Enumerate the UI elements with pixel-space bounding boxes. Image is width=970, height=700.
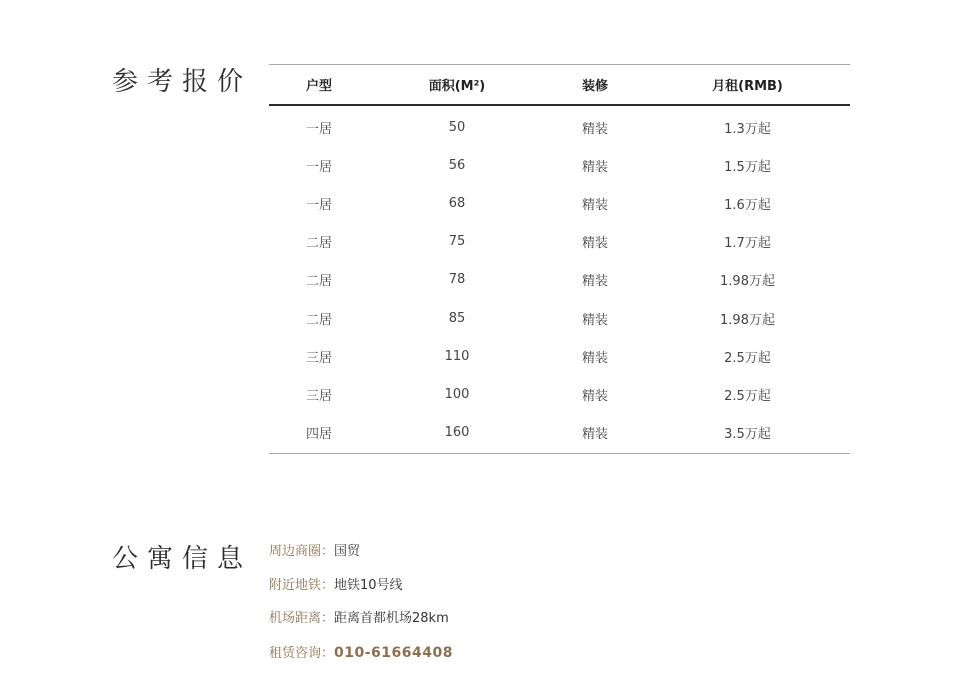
cell-area: 50 <box>448 119 466 135</box>
cell-unit-type: 二居 <box>305 236 332 252</box>
cell-decoration: 精装 <box>581 274 608 290</box>
info-item-business-district <box>269 543 453 577</box>
table-row <box>269 184 850 222</box>
cell-decoration: 精装 <box>581 427 608 443</box>
cell-unit-type: 二居 <box>305 274 332 290</box>
table-row <box>269 299 850 337</box>
cell-area: 68 <box>448 195 466 211</box>
cell-area: 85 <box>448 310 466 326</box>
info-item-airport-distance <box>269 610 453 644</box>
cell-unit-type: 四居 <box>305 427 332 443</box>
cell-decoration: 精装 <box>581 236 608 252</box>
cell-area: 78 <box>448 272 466 288</box>
table-row <box>269 108 850 146</box>
info-value: 国贸 <box>334 544 361 559</box>
cell-unit-type: 二居 <box>305 312 332 328</box>
cell-rent: 1.7万起 <box>724 236 771 252</box>
info-value: 距离首都机场28km <box>334 611 449 626</box>
cell-decoration: 精装 <box>581 350 608 366</box>
cell-decoration: 精装 <box>581 312 608 328</box>
info-item-subway <box>269 577 453 611</box>
info-label: 附近地铁： <box>269 577 335 593</box>
info-item-rental-inquiry <box>269 644 453 678</box>
cell-area: 160 <box>444 425 470 441</box>
cell-area: 100 <box>444 386 470 402</box>
info-value: 地铁10号线 <box>334 577 403 593</box>
cell-area: 56 <box>448 157 466 173</box>
table-row <box>269 375 850 413</box>
cell-rent: 2.5万起 <box>724 388 771 404</box>
phone-number-link[interactable]: 010-61664408 <box>334 644 453 661</box>
pricing-section-title: 参考报价 <box>112 67 253 97</box>
cell-unit-type: 一居 <box>305 197 332 213</box>
table-row <box>269 261 850 299</box>
cell-rent: 3.5万起 <box>724 427 771 443</box>
table-body <box>269 106 850 453</box>
header-unit-type: 户型 <box>305 79 332 94</box>
apartment-info-list <box>269 543 453 677</box>
apartment-info-section-title: 公寓信息 <box>112 544 253 574</box>
cell-unit-type: 一居 <box>305 121 332 137</box>
cell-area: 110 <box>444 348 470 364</box>
cell-unit-type: 一居 <box>305 159 332 175</box>
cell-rent: 2.5万起 <box>724 350 771 366</box>
table-row <box>269 337 850 375</box>
table-row <box>269 414 850 452</box>
cell-decoration: 精装 <box>581 388 608 404</box>
info-label: 周边商圈： <box>269 544 335 559</box>
cell-area: 75 <box>448 234 466 250</box>
info-label: 机场距离： <box>269 611 335 626</box>
header-decoration: 装修 <box>581 79 608 94</box>
cell-rent: 1.98万起 <box>720 312 775 328</box>
cell-rent: 1.98万起 <box>720 274 775 290</box>
cell-decoration: 精装 <box>581 159 608 175</box>
cell-rent: 1.6万起 <box>724 197 771 213</box>
cell-unit-type: 三居 <box>305 388 332 404</box>
table-header <box>269 65 850 106</box>
header-monthly-rent: 月租(RMB) <box>712 79 783 94</box>
cell-rent: 1.5万起 <box>724 159 771 175</box>
table-row <box>269 223 850 261</box>
cell-decoration: 精装 <box>581 197 608 213</box>
info-label: 租赁咨询： <box>269 645 335 661</box>
header-area: 面积(M²) <box>428 79 486 94</box>
price-table <box>269 64 850 454</box>
table-row <box>269 146 850 184</box>
cell-rent: 1.3万起 <box>724 121 771 137</box>
cell-decoration: 精装 <box>581 121 608 137</box>
cell-unit-type: 三居 <box>305 350 332 366</box>
